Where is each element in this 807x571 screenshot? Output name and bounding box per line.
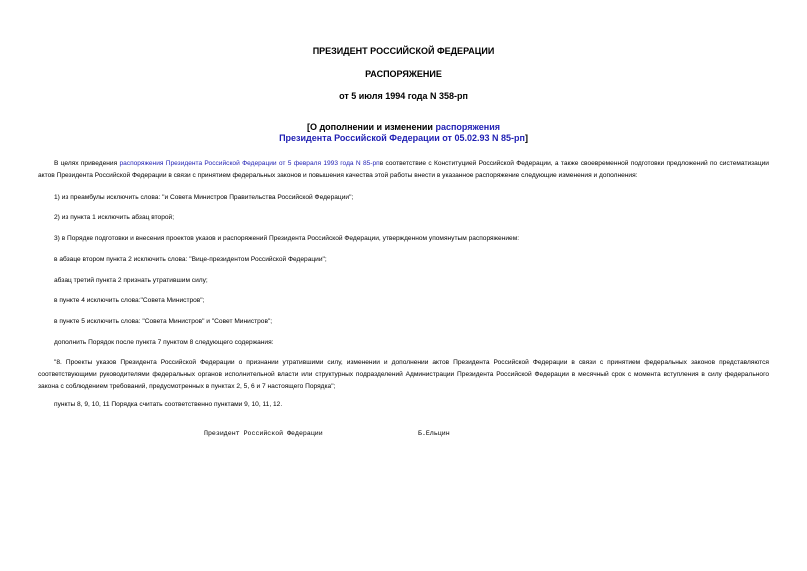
signatory-name: Б.Ельцин (418, 430, 450, 437)
document-type: РАСПОРЯЖЕНИЕ (365, 69, 442, 79)
document-title-line-1 (0, 122, 807, 132)
signatory-position: Президент Российской Федерации (204, 430, 323, 437)
title-link-word[interactable]: распоряжения (435, 122, 501, 132)
subitem-1: в абзаце втором пункта 2 исключить слова: "Вице-президентом Российской Федерации"; (54, 256, 327, 263)
subitem-3: в пункте 4 исключить слова:"Совета Министров"; (54, 297, 205, 304)
title-suffix: ] (524, 133, 528, 143)
preamble-text-before: В целях приведения (54, 160, 120, 167)
preamble-paragraph (38, 158, 769, 182)
new-point-8-quote: "8. Проекты указов Президента Российской Федерации о признании утратившими силу, изменении и дополнении актов Президента Российской Федерации в связи с принятием федеральных законов представляются соответствующими руководителями федеральных органов исполнительной власти или структурных подразделений Администрации Президента Российской Федерации в месячный срок с момента вступления в силу федерального закона с соблюдением требований, предусмотренных в пунктах 2, 5, 6 и 7 настоящего Порядка"; (38, 359, 769, 390)
subitem-5: дополнить Порядок после пункта 7 пунктом 8 следующего содержания: (54, 339, 274, 346)
preamble-link[interactable]: распоряжения Президента Российской Федерации от 5 февраля 1993 года N 85-рп (119, 160, 380, 167)
document-date-number: от 5 июля 1994 года N 358-рп (339, 91, 468, 101)
renumber-paragraph: пункты 8, 9, 10, 11 Порядка считать соответственно пунктами 9, 10, 11, 12. (54, 401, 283, 408)
item-2: 2) из пункта 1 исключить абзац второй; (54, 214, 175, 221)
preamble-text-after: в соответствие с Конституцией Российской Федерации, а также своевременной подготовки предложений по систематизации актов Президента Российской Федерации в связи с принятием федеральных законов и повышения качества этой работы внести в указанное распоряжение следующие изменения и дополнения: (38, 160, 769, 179)
title-prefix: [О дополнении и изменении (306, 122, 436, 132)
subitem-4: в пункте 5 исключить слова: "Совета Министров" и "Совет Министров"; (54, 318, 273, 325)
issuing-authority: ПРЕЗИДЕНТ РОССИЙСКОЙ ФЕДЕРАЦИИ (312, 46, 495, 56)
document-title-line-2 (0, 133, 807, 143)
subitem-2: абзац третий пункта 2 признать утратившим силу; (54, 277, 208, 284)
item-3: 3) в Порядке подготовки и внесения проектов указов и распоряжений Президента Российской Федерации, утвержденном упомянутым распоряжением: (54, 235, 520, 242)
item-1: 1) из преамбулы исключить слова: "и Совета Министров Правительства Российской Федерации"; (54, 194, 354, 201)
title-link-reference[interactable]: Президента Российской Федерации от 05.02.93 N 85-рп (279, 133, 525, 143)
